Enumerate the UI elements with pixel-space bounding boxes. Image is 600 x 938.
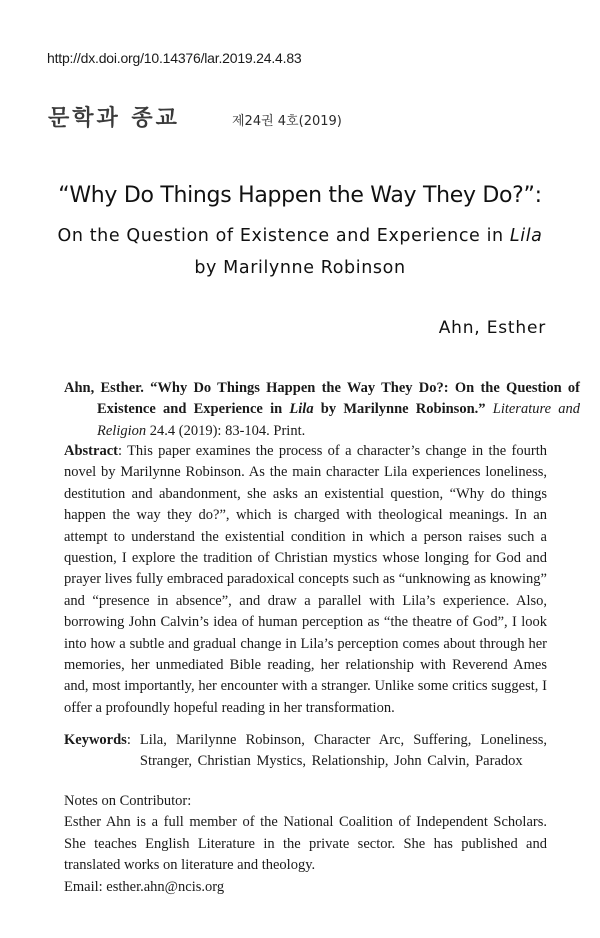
contributor-email[interactable]: Email: esther.ahn@ncis.org — [64, 878, 225, 895]
citation-rest: 24.4 (2019): 83-104. Print. — [146, 422, 306, 439]
abstract-label: Abstract — [64, 443, 118, 459]
citation-bold-italic: Lila — [289, 401, 314, 418]
keywords-label: Keywords — [64, 732, 127, 748]
abstract-text: : This paper examines the process of a character’s change in the fourth novel by Marilynne Robinson. As the main character Lila experiences loneliness, destitution and abandonment, she asks an existential question, “Why do things happen the way they do?”, which is charged with theological meanings. In an attempt to understand the existential condition in which a person raises such a question, I explore the tradition of Christian mystics whose longing for God and prayer lives fully embraced paradoxical concepts such as “unknowing as knowing” and “presence in absence”, and draw a parallel with Lila’s experience. Also, borrowing John Calvin’s idea of human perception as “the theatre of God”, I look into how a subtle and gradual change in Lila’s perception comes about through her memories, her unmediated Bible reading, her relationship with Reverend Ames and, most importantly, her encounter with a stranger. Unlike some critics suggest, I offer a profoundly hopeful reading in her transformation. — [64, 443, 547, 716]
citation-bold-part2: by Marilynne Robinson.” — [313, 401, 486, 418]
journal-issue: 제24권 4호(2019) — [232, 114, 342, 129]
journal-name: 문학과 종교 — [48, 106, 180, 131]
author-name: Ahn, Esther — [438, 318, 546, 338]
citation-journal: Literature and Religion — [97, 401, 580, 439]
subtitle-italic-title: Lila — [509, 226, 543, 246]
abstract — [64, 441, 547, 719]
subtitle-text: On the Question of Existence and Experience in — [57, 226, 510, 246]
contributor-notes — [64, 791, 547, 898]
keywords-list: Lila, Marilynne Robinson, Character Arc, Suffering, Loneliness, Stranger, Christian Mystics, Relationship, John Calvin, Paradox — [139, 732, 547, 770]
citation — [64, 378, 580, 442]
contributor-heading: Notes on Contributor: — [64, 793, 192, 809]
paper-subtitle-line1 — [0, 226, 600, 246]
paper-subtitle-line2: by Marilynne Robinson — [194, 258, 406, 278]
keywords — [64, 730, 547, 773]
citation-bold-part1: Ahn, Esther. “Why Do Things Happen the Way They Do?: On the Question of Existence and Experience in — [64, 380, 580, 418]
keywords-colon: : — [126, 732, 131, 748]
doi-link[interactable]: http://dx.doi.org/10.14376/lar.2019.24.4.83 — [47, 50, 302, 66]
paper-title: “Why Do Things Happen the Way They Do?”: — [58, 183, 542, 208]
contributor-bio: Esther Ahn is a full member of the National Coalition of Independent Scholars. She teaches English Literature in the private sector. She has published and translated works on literature and theology. — [64, 814, 547, 874]
